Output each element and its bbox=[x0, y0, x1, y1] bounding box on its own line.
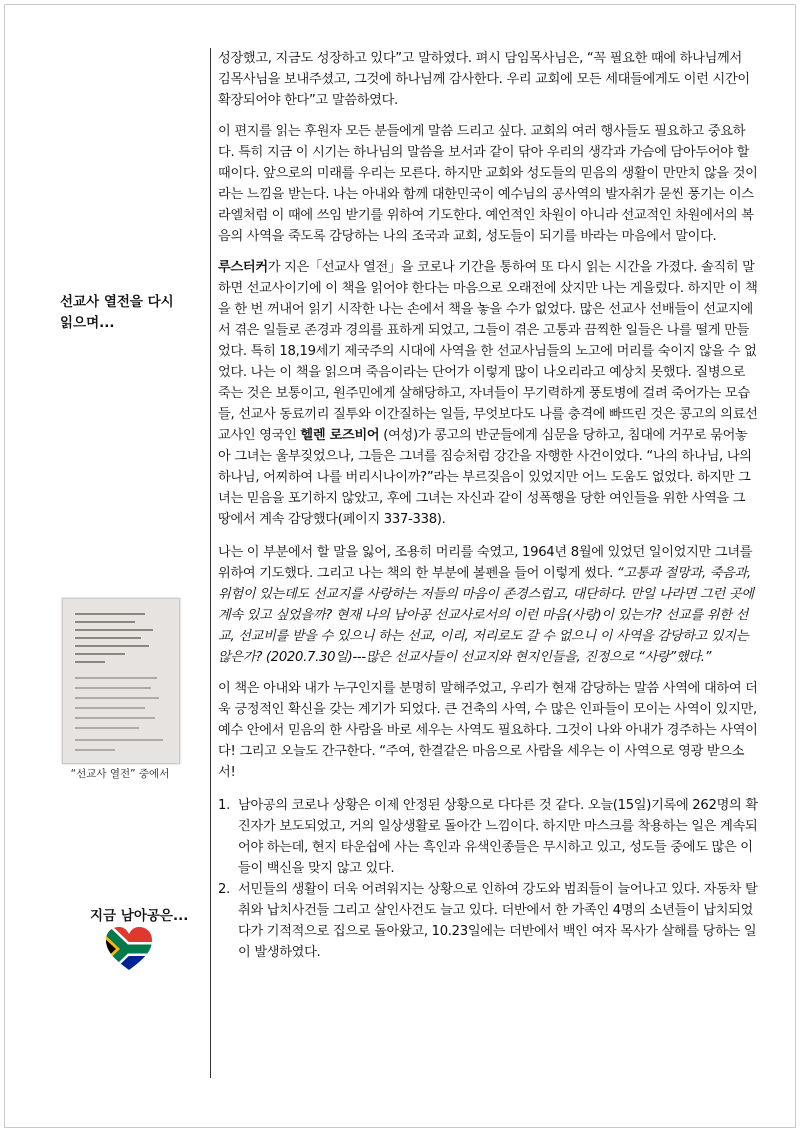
author-name: 루스터커 bbox=[218, 260, 268, 275]
section-label-south-africa-now: 지금 남아공은... bbox=[90, 908, 189, 924]
paragraph-text: 나는 이 부분에서 할 말을 잃어, 조용히 머리를 숙였고, 1964년 8월에 있었던 일이었지만 그녀를 위하여 기도했다. 그리고 나는 책의 한 부분에 볼펜을 들어 이렇게 썼다. bbox=[218, 545, 753, 581]
paragraph: 성장했고, 지금도 성장하고 있다”고 말하였다. 펴시 담임목사님은, “꼭 필요한 때에 하나님께서 김목사님을 보내주셨고, 그것에 하나님께 감사한다. 우리 교회에 모든 세대들에게도 이런 시간이 확장되어야 한다”고 말씀하였다. bbox=[218, 51, 750, 108]
main-column bbox=[218, 48, 758, 963]
list-item: 2. 서민들의 생활이 더욱 어려워지는 상황으로 인하여 강도와 범죄들이 늘어나고 있다. 자동차 탈취와 납치사건들 그리고 살인사건도 늘고 있다. 더반에서 한 가족인 4명의 소년들이 납치되었다가 기적적으로 집으로 돌아왔고, 10.23일에는 더반에서 백인 여자 목사가 살해를 당하는 일이 발생하였다. bbox=[218, 882, 758, 960]
south-africa-flag-heart-icon bbox=[104, 926, 154, 972]
book-page-photo bbox=[62, 598, 180, 764]
missionary-name: 헬렌 로즈비어 bbox=[300, 428, 380, 443]
paragraph: 이 책은 아내와 내가 누구인지를 분명히 말해주었고, 우리가 현재 감당하는 말씀 사역에 대하여 더욱 긍정적인 확신을 갖는 계기가 되었다. 큰 건축의 사역, 수 많은 인파들이 모이는 사역이 있지만, 예수 안에서 믿음의 한 사람을 바로 세우는 사역도 필요하다. 그것이 나와 아내가 경주하는 사역이다! 그리고 오늘도 간구한다. “주여, 한결같은 마음으로 사람을 세우는 이 사역으로 영광 받으소서! bbox=[218, 681, 758, 780]
news-list bbox=[218, 795, 758, 963]
section-label-missionary-biography: 선교사 열전을 다시 읽으며... bbox=[60, 294, 174, 331]
list-item: 1. 남아공의 코로나 상황은 이제 안정된 상황으로 다다른 것 같다. 오늘(15일)기록에 262명의 확진자가 보도되었고, 거의 일상생활로 돌아간 느낌이다. 하지만 마스크를 착용하는 일은 계속되어야 하는데, 현지 타운쉽에 사는 흑인과 유색인종들은 무시하고 있고, 성도들 중에도 많은 이들이 백신을 맞지 않고 있다. bbox=[218, 798, 758, 876]
column-divider bbox=[210, 48, 211, 1078]
paragraph bbox=[218, 257, 758, 530]
paragraph-text: (여성)가 콩고의 반군들에게 심문을 당하고, 침대에 거꾸로 묶어놓아 그녀는 울부짖었으나, 그들은 그녀를 짐승처럼 강간을 자행한 사건이었다. “나의 하나님, 나의 하나님, 어찌하여 나를 버리시나이까?”라는 부르짖음이 있었지만 어느 도움도 없었다. 하지만 그녀는 믿음을 포기하지 않았고, 후에 그녀는 자신과 같이 성폭행을 당한 여인들을 위한 사역을 그 땅에서 계속 감당했다(페이지 337-338). bbox=[218, 428, 752, 527]
photo-caption: “선교사 열전” 중에서 bbox=[70, 768, 170, 780]
paragraph bbox=[218, 542, 758, 668]
paragraph: 이 편지를 읽는 후원자 모든 분들에게 말씀 드리고 싶다. 교회의 여러 행사들도 필요하고 중요하다. 특히 지금 이 시기는 하나님의 말씀을 보서과 같이 닦아 우리의 생각과 가슴에 담아두어야 할 때이다. 앞으로의 미래를 우리는 모른다. 하지만 교회와 성도들의 믿음의 생활이 만만치 않을 것이라는 느낌을 받는다. 나는 아내와 함께 대한민국이 예수님의 공사역의 발자취가 묻씬 풍기는 이스라엘처럼 이 때에 쓰임 받기를 위하여 기도한다. 예언적인 차원이 아니라 선교적인 차원에서의 복음의 사역을 죽도록 감당하는 나의 조국과 교회, 성도들이 되기를 바라는 마음에서 말이다. bbox=[218, 124, 758, 244]
paragraph-text: 가 지은「선교사 열전」을 코로나 기간을 통하여 또 다시 읽는 시간을 가졌다. 솔직히 말하면 선교사이기에 이 책을 읽어야 한다는 마음으로 오래전에 샀지만 나는 게을렀다. 하지만 이 책을 한 번 꺼내어 읽기 시작한 나는 손에서 책을 놓을 수가 없었다. 많은 선교사 선배들이 선교지에서 겪은 일들로 존경과 경의를 표하게 되었고, 그들이 겪은 고통과 끔찍한 일들은 나를 떨게 만들었다. 특히 18,19세기 제국주의 시대에 사역을 한 선교사님들의 노고에 머리를 숙이지 않을 수 없었다. 나는 이 책을 읽으며 죽음이라는 단어가 이렇게 많이 나오리라고 예상치 못했다. 질병으로 죽는 것은 보통이고, 원주민에게 살해당하고, 자녀들이 무기력하게 풍토병에 걸려 죽어가는 모습들, 선교사 동료끼리 질투와 이간질하는 일들, 무엇보다도 나를 충격에 빠뜨린 것은 콩고의 의료선교사인 영국인 bbox=[218, 260, 758, 443]
handwritten-note-quote: “고통과 절망과, 죽음과, 위험이 있는데도 선교지를 사랑하는 저들의 마음이 존경스럽고, 대단하다. 만일 나라면 그런 곳에 계속 있고 싶었을까? 현재 나의 남아공 선교사로서의 이런 마음(사랑)이 있는가? 선교를 위한 선교, 선교비를 받을 수 있으니 하는 선교, 이리, 저리로도 갈 수 없으니 이 사역을 감당하고 있지는 않은가? (2020.7.30일)---많은 선교사들이 선교지와 현지인들을, 진정으로 “사랑”했다.” bbox=[218, 566, 754, 665]
